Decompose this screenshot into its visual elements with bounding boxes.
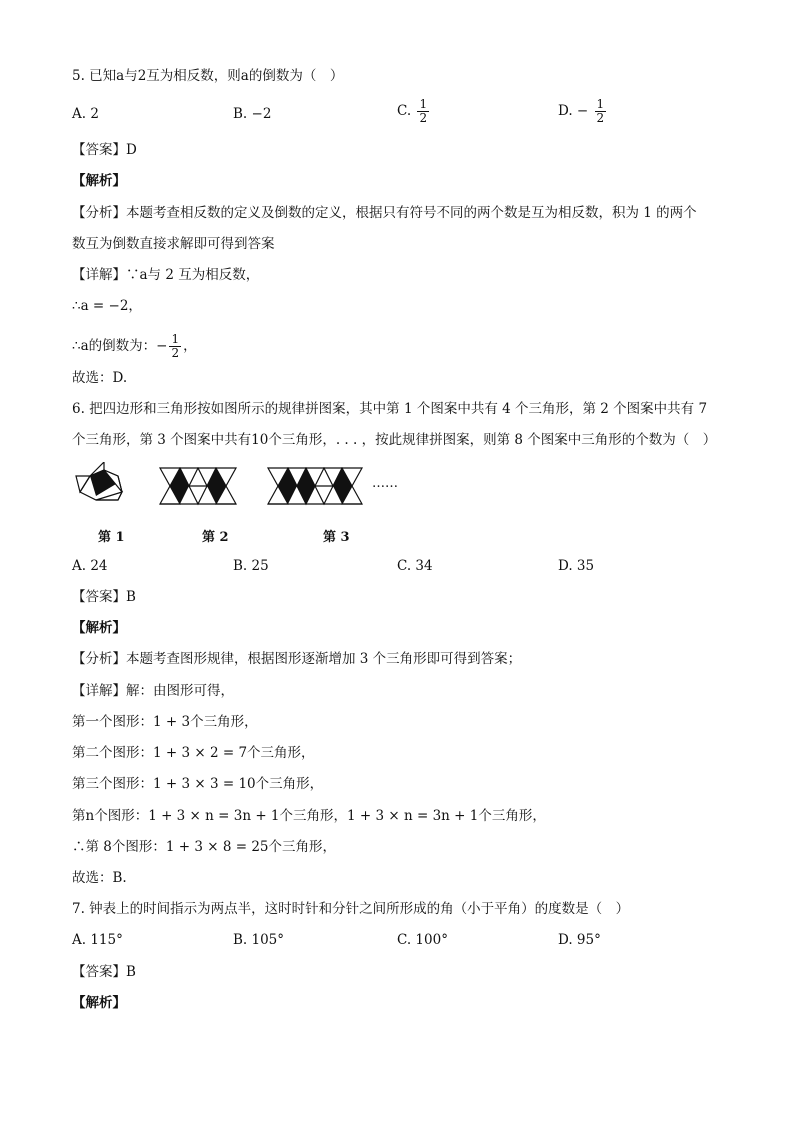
- q6-stem-line-2: 个三角形，第 3 个图案中共有10个三角形，. . . ，按此规律拼图案，则第 8 个图案中三角形的个数为（ ）: [72, 432, 717, 448]
- figure-ellipsis: ……: [372, 476, 398, 491]
- figure-label-1: 第 1: [98, 530, 125, 545]
- fraction-denominator: 2: [171, 346, 180, 360]
- q5-fenxi-line-2: 数互为倒数直接求解即可得到答案: [72, 236, 275, 252]
- pattern-figure-3: [266, 464, 374, 510]
- q6-option-c: C. 34: [397, 558, 433, 574]
- fraction: [595, 98, 607, 125]
- q5-detail-3-prefix: ∴a的倒数为：−: [72, 338, 168, 354]
- q5-detail-line-3: [72, 333, 197, 360]
- q5-analysis-title: 【解析】: [72, 173, 126, 189]
- fraction-denominator: 2: [596, 111, 605, 125]
- triangle-shape: [189, 486, 207, 504]
- pattern-figure-2: [158, 464, 238, 510]
- q6-option-b: B. 25: [233, 558, 269, 574]
- q5-stem: 5. 已知a与2互为相反数，则a的倒数为（ ）: [72, 68, 344, 84]
- q7-answer: 【答案】B: [72, 964, 136, 980]
- triangle-shape: [315, 486, 333, 504]
- q6-detail-line-2: 第一个图形：1 + 3个三角形，: [72, 714, 258, 730]
- fraction: [169, 333, 181, 360]
- fraction: [417, 98, 429, 125]
- q5-detail-line-1: 【详解】∵a与 2 互为相反数，: [72, 267, 260, 283]
- q5-choice: 故选：D.: [72, 370, 128, 386]
- q6-detail-line-4: 第三个图形：1 + 3 × 3 = 10个三角形，: [72, 776, 324, 792]
- q6-detail-line-6: ∴第 8个图形：1 + 3 × 8 = 25个三角形，: [72, 839, 337, 855]
- fraction-numerator: 1: [419, 97, 428, 111]
- q6-answer: 【答案】B: [72, 589, 136, 605]
- q6-stem-line-1: 6. 把四边形和三角形按如图所示的规律拼图案，其中第 1 个图案中共有 4 个三角形，第 2 个图案中共有 7: [72, 401, 708, 417]
- q7-option-d: D. 95°: [558, 932, 601, 948]
- q5-option-c: [397, 98, 431, 125]
- q5-option-d: [558, 98, 608, 125]
- q6-option-a: A. 24: [72, 558, 108, 574]
- q6-analysis-title: 【解析】: [72, 620, 126, 636]
- fraction-numerator: 1: [596, 97, 605, 111]
- figure-label-3: 第 3: [323, 530, 350, 545]
- q5-option-a: A. 2: [72, 106, 99, 122]
- q5-answer: 【答案】D: [72, 142, 137, 158]
- q5-detail-line-2: ∴a = −2，: [72, 298, 142, 314]
- q6-choice: 故选：B.: [72, 870, 127, 886]
- q6-option-d: D. 35: [558, 558, 595, 574]
- figure-label-2: 第 2: [202, 530, 229, 545]
- q7-analysis-title: 【解析】: [72, 995, 126, 1011]
- q7-option-c: C. 100°: [397, 932, 448, 948]
- q6-fenxi: 【分析】本题考查图形规律，根据图形逐渐增加 3 个三角形即可得到答案；: [72, 651, 522, 667]
- q5-detail-3-suffix: ，: [183, 338, 197, 354]
- pattern-figure-1: [74, 462, 132, 510]
- q5-option-d-prefix: D. −: [558, 103, 589, 119]
- fraction-denominator: 2: [419, 111, 428, 125]
- q5-option-c-prefix: C.: [397, 103, 412, 119]
- fraction-numerator: 1: [171, 332, 180, 346]
- q6-detail-line-1: 【详解】解：由图形可得，: [72, 683, 234, 699]
- q5-option-b: B. −2: [233, 106, 272, 122]
- q7-option-a: A. 115°: [72, 932, 123, 948]
- q7-stem: 7. 钟表上的时间指示为两点半，这时时针和分针之间所形成的角（小于平角）的度数是（ ）: [72, 901, 630, 917]
- q6-detail-line-5: 第n个图形：1 + 3 × n = 3n + 1个三角形，1 + 3 × n = 3n + 1个三角形，: [72, 808, 546, 824]
- q6-detail-line-3: 第二个图形：1 + 3 × 2 = 7个三角形，: [72, 745, 315, 761]
- q5-fenxi-line-1: 【分析】本题考查相反数的定义及倒数的定义，根据只有符号不同的两个数是互为相反数，积为 1 的两个: [72, 205, 697, 221]
- q7-option-b: B. 105°: [233, 932, 285, 948]
